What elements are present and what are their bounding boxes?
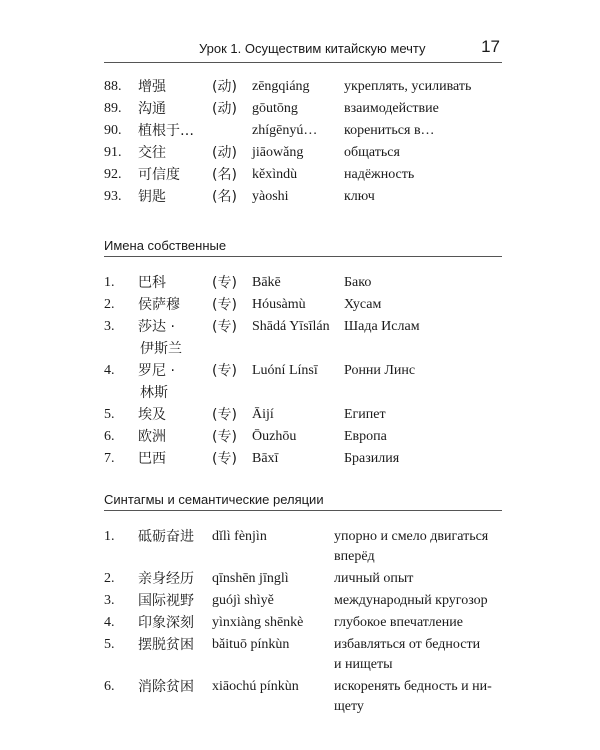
translation: искоренять бедность и ни- <box>334 679 492 694</box>
translation-line2: и нищеты <box>334 657 393 672</box>
page-number: 17 <box>481 37 500 56</box>
translation: ключ <box>344 189 375 204</box>
hanzi: 罗尼 · <box>138 363 175 379</box>
pinyin: dǐlì fènjìn <box>212 529 267 544</box>
pinyin: Shādá Yīsīlán <box>252 319 330 334</box>
translation: укреплять, усиливать <box>344 79 472 94</box>
translation: упорно и смело двигаться <box>334 529 489 544</box>
page-header <box>104 38 502 63</box>
hanzi: 亲身经历 <box>138 571 194 587</box>
item-number: 5. <box>104 637 115 652</box>
translation: Бако <box>344 275 372 290</box>
translation: Египет <box>344 407 386 422</box>
item-number: 3. <box>104 319 115 334</box>
item-number: 2. <box>104 297 115 312</box>
item-number: 90. <box>104 123 122 138</box>
hanzi-line2: 伊斯兰 <box>140 341 182 357</box>
item-number: 92. <box>104 167 122 182</box>
pinyin: yàoshi <box>252 189 289 204</box>
hanzi: 钥匙 <box>138 189 166 205</box>
item-number: 1. <box>104 275 115 290</box>
pinyin: bǎituō pínkùn <box>212 637 290 652</box>
pinyin: jiāowǎng <box>252 145 304 160</box>
hanzi: 莎达 · <box>138 319 175 335</box>
part-of-speech: (动) <box>212 101 237 117</box>
translation: личный опыт <box>334 571 414 586</box>
pinyin: Luóní Línsī <box>252 363 318 378</box>
item-number: 88. <box>104 79 122 94</box>
pinyin: Ōuzhōu <box>252 429 297 444</box>
part-of-speech: (专) <box>212 429 237 445</box>
item-number: 4. <box>104 615 115 630</box>
running-title: Урок 1. Осуществим китайскую мечту <box>199 41 426 56</box>
translation: Хусам <box>344 297 382 312</box>
hanzi: 国际视野 <box>138 593 194 609</box>
translation-line2: щету <box>334 699 364 714</box>
hanzi: 植根于… <box>138 123 194 139</box>
part-of-speech: (专) <box>212 319 237 335</box>
pinyin: Bāxī <box>252 451 279 466</box>
item-number: 7. <box>104 451 115 466</box>
hanzi: 侯萨穆 <box>138 297 180 313</box>
hanzi: 砥砺奋进 <box>138 529 194 545</box>
pinyin: Āijí <box>252 407 274 422</box>
hanzi: 交往 <box>138 145 166 161</box>
hanzi: 摆脱贫困 <box>138 637 194 653</box>
pinyin: kěxìndù <box>252 167 298 182</box>
pinyin: qīnshēn jīnglì <box>212 571 289 586</box>
translation: корениться в… <box>344 123 435 138</box>
part-of-speech: (专) <box>212 363 237 379</box>
hanzi: 埃及 <box>138 407 166 423</box>
part-of-speech: (专) <box>212 297 237 313</box>
part-of-speech: (专) <box>212 275 237 291</box>
pinyin: Bākē <box>252 275 281 290</box>
hanzi-line2: 林斯 <box>140 385 168 401</box>
item-number: 89. <box>104 101 122 116</box>
pinyin: Hóusàmù <box>252 297 306 312</box>
part-of-speech: (专) <box>212 451 237 467</box>
hanzi: 印象深刻 <box>138 615 194 631</box>
part-of-speech: (动) <box>212 145 237 161</box>
item-number: 91. <box>104 145 122 160</box>
hanzi: 可信度 <box>138 167 180 183</box>
hanzi: 欧洲 <box>138 429 166 445</box>
translation-line2: вперёд <box>334 549 375 564</box>
pinyin: zēngqiáng <box>252 79 310 94</box>
item-number: 93. <box>104 189 122 204</box>
item-number: 5. <box>104 407 115 422</box>
section-heading-proper-names: Имена собственные <box>104 238 502 257</box>
translation: избавляться от бедности <box>334 637 481 652</box>
item-number: 4. <box>104 363 115 378</box>
section-heading-syntagms: Синтагмы и семантические реляции <box>104 492 502 511</box>
part-of-speech: (名) <box>212 167 237 183</box>
translation: общаться <box>344 145 400 160</box>
pinyin: xiāochú pínkùn <box>212 679 299 694</box>
pinyin: gōutōng <box>252 101 298 116</box>
pinyin: guójì shìyě <box>212 593 274 608</box>
part-of-speech: (专) <box>212 407 237 423</box>
translation: надёжность <box>344 167 415 182</box>
hanzi: 消除贫困 <box>138 679 194 695</box>
translation: Европа <box>344 429 387 444</box>
item-number: 1. <box>104 529 115 544</box>
part-of-speech: (名) <box>212 189 237 205</box>
hanzi: 增强 <box>138 79 166 95</box>
part-of-speech: (动) <box>212 79 237 95</box>
translation: глубокое впечатление <box>334 615 463 630</box>
hanzi: 沟通 <box>138 101 166 117</box>
item-number: 2. <box>104 571 115 586</box>
pinyin: zhígēnyú… <box>252 123 318 138</box>
translation: международный кругозор <box>334 593 488 608</box>
translation: Шада Ислам <box>344 319 420 334</box>
hanzi: 巴科 <box>138 275 166 291</box>
item-number: 6. <box>104 679 115 694</box>
item-number: 6. <box>104 429 115 444</box>
translation: Бразилия <box>344 451 400 466</box>
pinyin: yìnxiàng shēnkè <box>212 615 304 630</box>
item-number: 3. <box>104 593 115 608</box>
translation: Ронни Линс <box>344 363 416 378</box>
translation: взаимодействие <box>344 101 439 116</box>
hanzi: 巴西 <box>138 451 166 467</box>
